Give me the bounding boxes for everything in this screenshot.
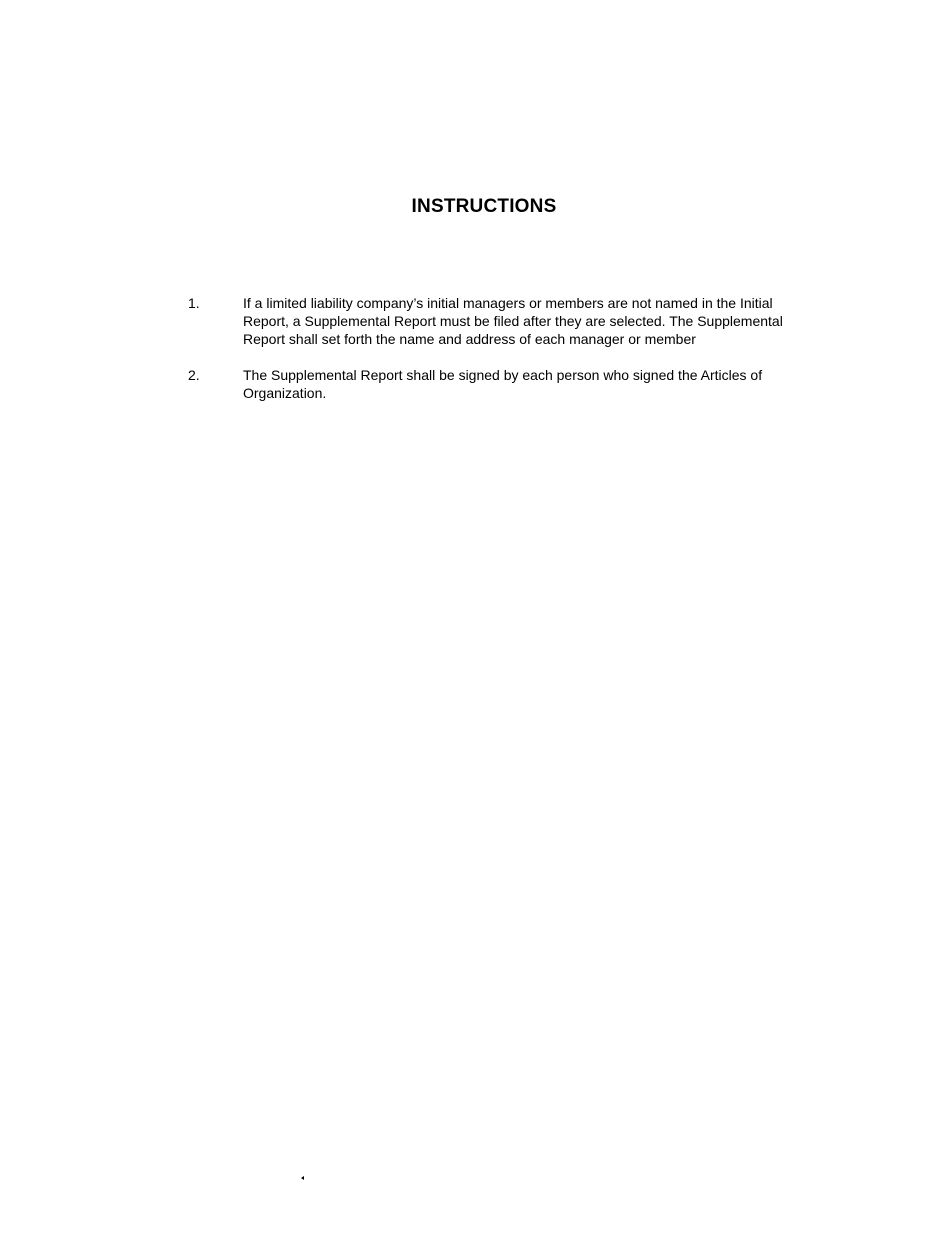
item-number: 1. xyxy=(188,295,200,311)
list-item xyxy=(188,366,798,402)
item-text: The Supplemental Report shall be signed by each person who signed the Articles of Organization. xyxy=(243,367,763,401)
instructions-list xyxy=(188,294,798,420)
list-item xyxy=(188,294,798,348)
item-number: 2. xyxy=(188,367,200,383)
page-title: INSTRUCTIONS xyxy=(411,196,557,217)
small-left-arrow-icon xyxy=(301,1176,304,1180)
item-text: If a limited liability company’s initial managers or members are not named in the Initial Report, a Supplemental Report must be filed after they are selected. The Supplemental Report shall set forth the name and address of each manager or member xyxy=(243,295,783,347)
